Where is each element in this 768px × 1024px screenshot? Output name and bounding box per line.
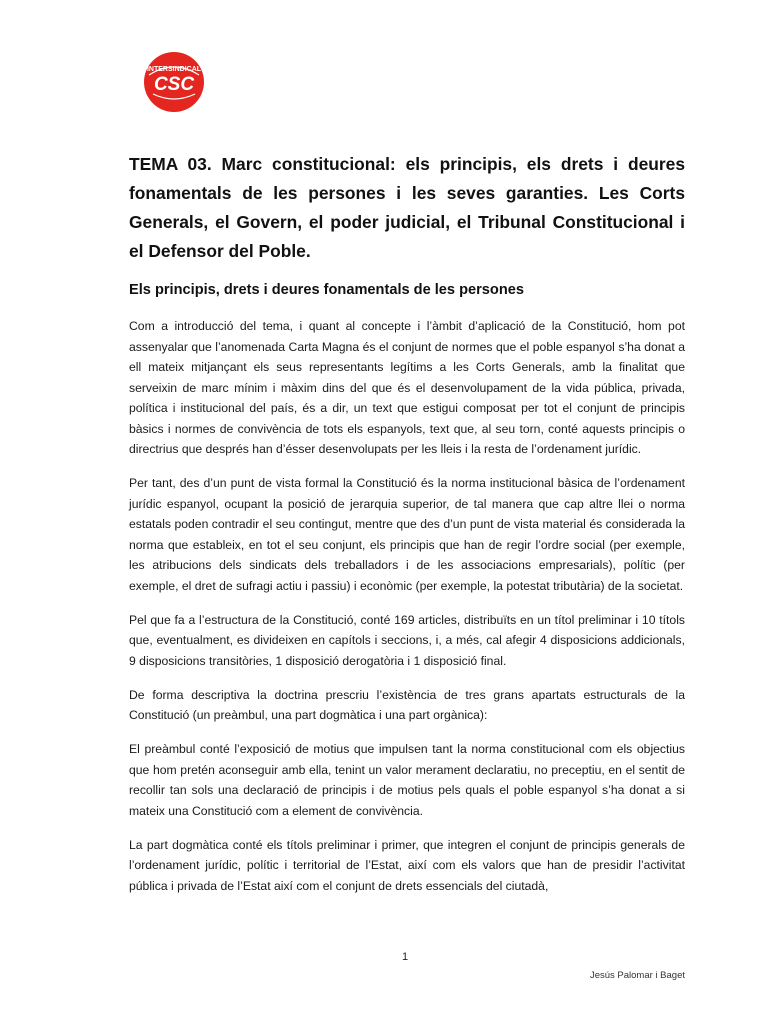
- paragraph-5: El preàmbul conté l’exposició de motius que impulsen tant la norma constitucional com els objectius que hom pretén aconseguir amb ella, tenint un valor merament declaratiu, no preceptiu, en el sentit de recollir tan sols una declaració de principis i de motius pels quals el poble espanyol s’ha donat a si mateix una Constitució com a element de convivència.: [129, 742, 685, 818]
- page-number: 1: [401, 951, 409, 963]
- logo-line1: INTERSINDICAL: [146, 66, 202, 73]
- paragraph-3: Pel que fa a l’estructura de la Constitució, conté 169 articles, distribuïts en un títol preliminar i 10 títols que, eventualment, es divideixen en capítols i seccions, i, a més, cal afegir 4 disposicions addicionals, 9 disposicions transitòries, 1 disposició derogatòria i 1 disposició final.: [129, 612, 685, 668]
- footer-author: Jesús Palomar i Baget: [589, 970, 685, 981]
- logo-line2: CSC: [153, 74, 195, 95]
- document-body: [129, 150, 685, 910]
- section-heading: Els principis, drets i deures fonamentals de les persones: [129, 282, 524, 298]
- intersindical-csc-logo: [139, 50, 209, 114]
- logo-icon: [139, 50, 209, 114]
- paragraph-2: Per tant, des d’un punt de vista formal la Constitució és la norma institucional bàsica de l’ordenament jurídic espanyol, ocupant la posició de jerarquia superior, de tal manera que cap altre llei o norma estatals poden contradir el seu contingut, mentre que des d’un punt de vista material és considerada la norma que estableix, en tot el seu conjunt, els principis que han de regir l’ordre social (per exemple, les atribucions dels sindicats dels treballadors i de les associacions empresarials), polític (per exemple, el dret de sufragi actiu i passiu) i econòmic (per exemple, la potestat tributària) de la societat.: [129, 476, 685, 593]
- paragraph-4: De forma descriptiva la doctrina prescriu l’existència de tres grans apartats estructurals de la Constitució (un preàmbul, una part dogmàtica i una part orgànica):: [129, 687, 685, 722]
- document-title: TEMA 03. Marc constitucional: els principis, els drets i deures fonamentals de les persones i les seves garanties. Les Corts Generals, el Govern, el poder judicial, el Tribunal Constitucional i el Defensor del Poble.: [129, 154, 685, 261]
- paragraph-6: La part dogmàtica conté els títols preliminar i primer, que integren el conjunt de principis generals de l’ordenament jurídic, polític i territorial de l’Estat, així com els valors que han de presidir l’activitat pública i privada de l’Estat així com el conjunt de drets essencials del ciutadà,: [129, 837, 685, 893]
- paragraph-1: Com a introducció del tema, i quant al concepte i l’àmbit d’aplicació de la Constitució, hom pot assenyalar que l’anomenada Carta Magna és el conjunt de normes que el poble espanyol s’ha donat a ell mateix mitjançant els seus representants legítims a les Corts Generals, amb la finalitat que serveixin de marc mínim i màxim dins del que és el desenvolupament de la vida pública, privada, política i institucional del país, és a dir, un text que estigui composat per tot el conjunt de principis bàsics i normes de convivència de tots els espanyols, text que, al seu torn, conté aquests principis o directrius que després han d’ésser desenvolupats per les lleis i la resta de l’ordenament jurídic.: [129, 319, 685, 456]
